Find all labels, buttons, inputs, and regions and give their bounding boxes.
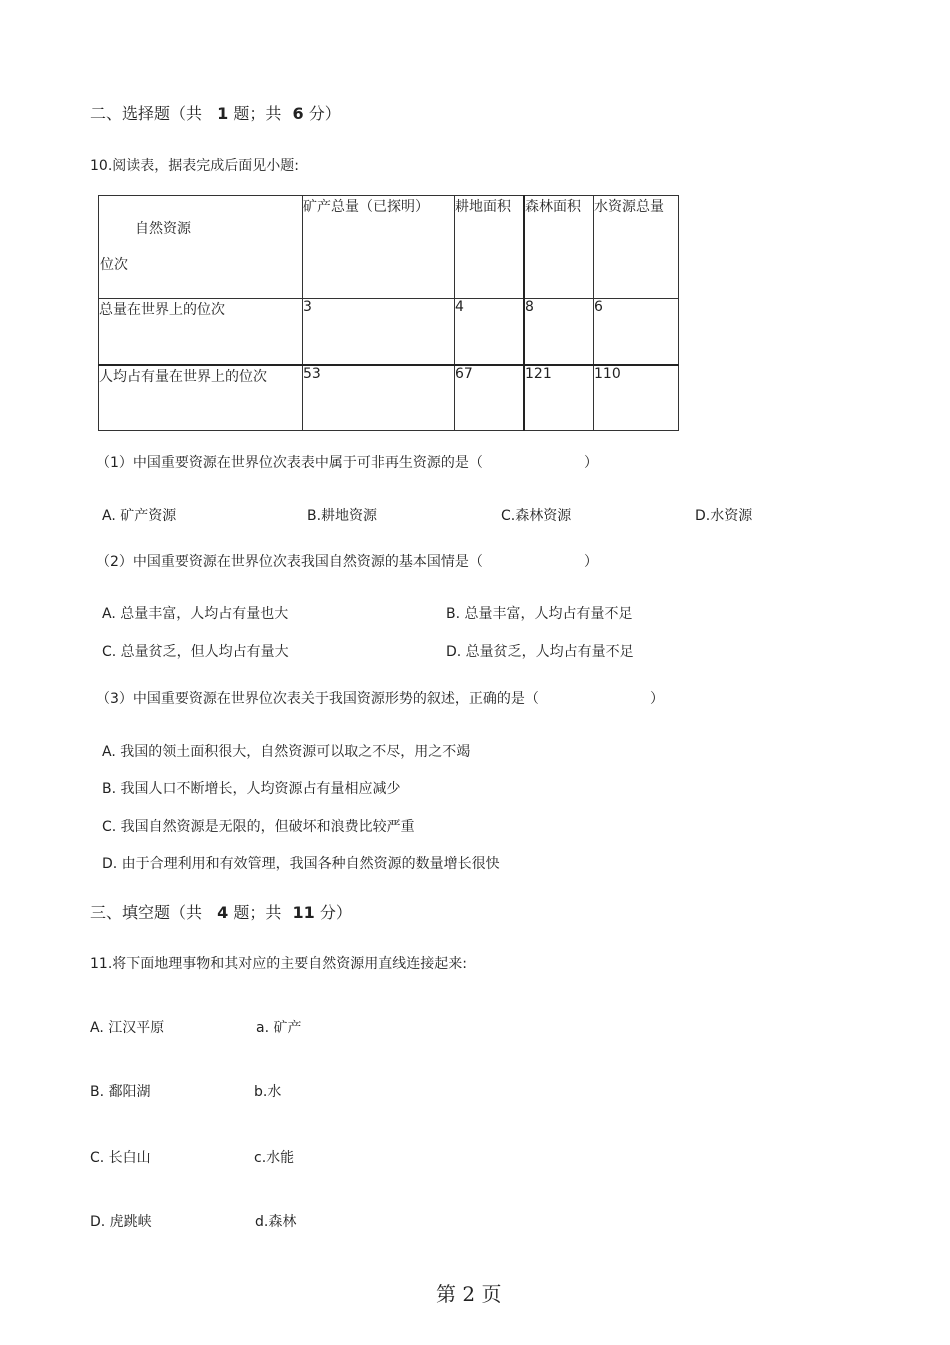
option-a: A. 我国的领土面积很大，自然资源可以取之不尽，用之不竭: [102, 744, 471, 760]
subquestion-stem: （2）中国重要资源在世界位次表我国自然资源的基本国情是（: [96, 554, 483, 570]
question-count: 1: [217, 104, 229, 123]
match-left-item: A. 江汉平原: [90, 1020, 165, 1036]
subquestion-stem: （3）中国重要资源在世界位次表关于我国资源形势的叙述，正确的是（: [96, 691, 539, 707]
table-cell: 53: [303, 365, 455, 431]
table-header-cell: 水资源总量: [594, 196, 679, 299]
table-cell: 8: [524, 299, 594, 366]
section-heading-choice: 二、选择题（共 1 题；共 6 分）: [90, 104, 341, 123]
table-row: [99, 299, 679, 366]
section-heading-fill: 三、填空题（共 4 题；共 11 分）: [90, 903, 352, 922]
answer-bracket-close: ）: [650, 691, 664, 707]
table-header-row: [99, 196, 679, 299]
table-cell: 3: [303, 299, 455, 366]
answer-bracket-close: ）: [584, 554, 598, 570]
table-cell: 110: [594, 365, 679, 431]
option-d: D.水资源: [695, 508, 753, 524]
match-left-item: C. 长白山: [90, 1150, 151, 1166]
table-corner-cell: 自然资源 位次: [99, 196, 303, 299]
question-stem: 11.将下面地理事物和其对应的主要自然资源用直线连接起来:: [90, 956, 467, 972]
option-d: D. 由于合理利用和有效管理，我国各种自然资源的数量增长很快: [102, 856, 500, 872]
resource-rank-table: [98, 195, 679, 431]
points-value: 11: [292, 903, 315, 922]
match-right-item: c.水能: [254, 1150, 295, 1166]
table-cell: 121: [524, 365, 594, 431]
table-row-label: 人均占有量在世界上的位次: [99, 365, 303, 431]
table-header-cell: 耕地面积: [455, 196, 525, 299]
table-header-cell: 矿产总量（已探明）: [303, 196, 455, 299]
option-c: C. 总量贫乏，但人均占有量大: [102, 644, 289, 660]
option-c: C.森林资源: [501, 508, 572, 524]
match-right-item: b.水: [254, 1084, 282, 1100]
table-cell: 4: [455, 299, 525, 366]
table-row: [99, 365, 679, 431]
option-b: B. 我国人口不断增长，人均资源占有量相应减少: [102, 781, 401, 797]
table-cell: 67: [455, 365, 525, 431]
option-a: A. 矿产资源: [102, 508, 177, 524]
match-left-item: D. 虎跳峡: [90, 1214, 152, 1230]
option-d: D. 总量贫乏，人均占有量不足: [446, 644, 634, 660]
match-left-item: B. 鄱阳湖: [90, 1084, 151, 1100]
table-row-label: 总量在世界上的位次: [99, 299, 303, 366]
match-right-item: d.森林: [255, 1214, 297, 1230]
option-a: A. 总量丰富，人均占有量也大: [102, 606, 289, 622]
match-right-item: a. 矿产: [256, 1020, 302, 1036]
subquestion-stem: （1）中国重要资源在世界位次表表中属于可非再生资源的是（: [96, 455, 483, 471]
points-value: 6: [292, 104, 304, 123]
page-number: 第 2 页: [436, 1282, 502, 1306]
answer-bracket-close: ）: [584, 455, 598, 471]
option-b: B. 总量丰富，人均占有量不足: [446, 606, 633, 622]
table-header-cell: 森林面积: [524, 196, 594, 299]
question-count: 4: [217, 903, 229, 922]
table-cell: 6: [594, 299, 679, 366]
question-stem: 10.阅读表，据表完成后面见小题:: [90, 158, 299, 174]
option-c: C. 我国自然资源是无限的，但破坏和浪费比较严重: [102, 819, 415, 835]
option-b: B.耕地资源: [307, 508, 378, 524]
